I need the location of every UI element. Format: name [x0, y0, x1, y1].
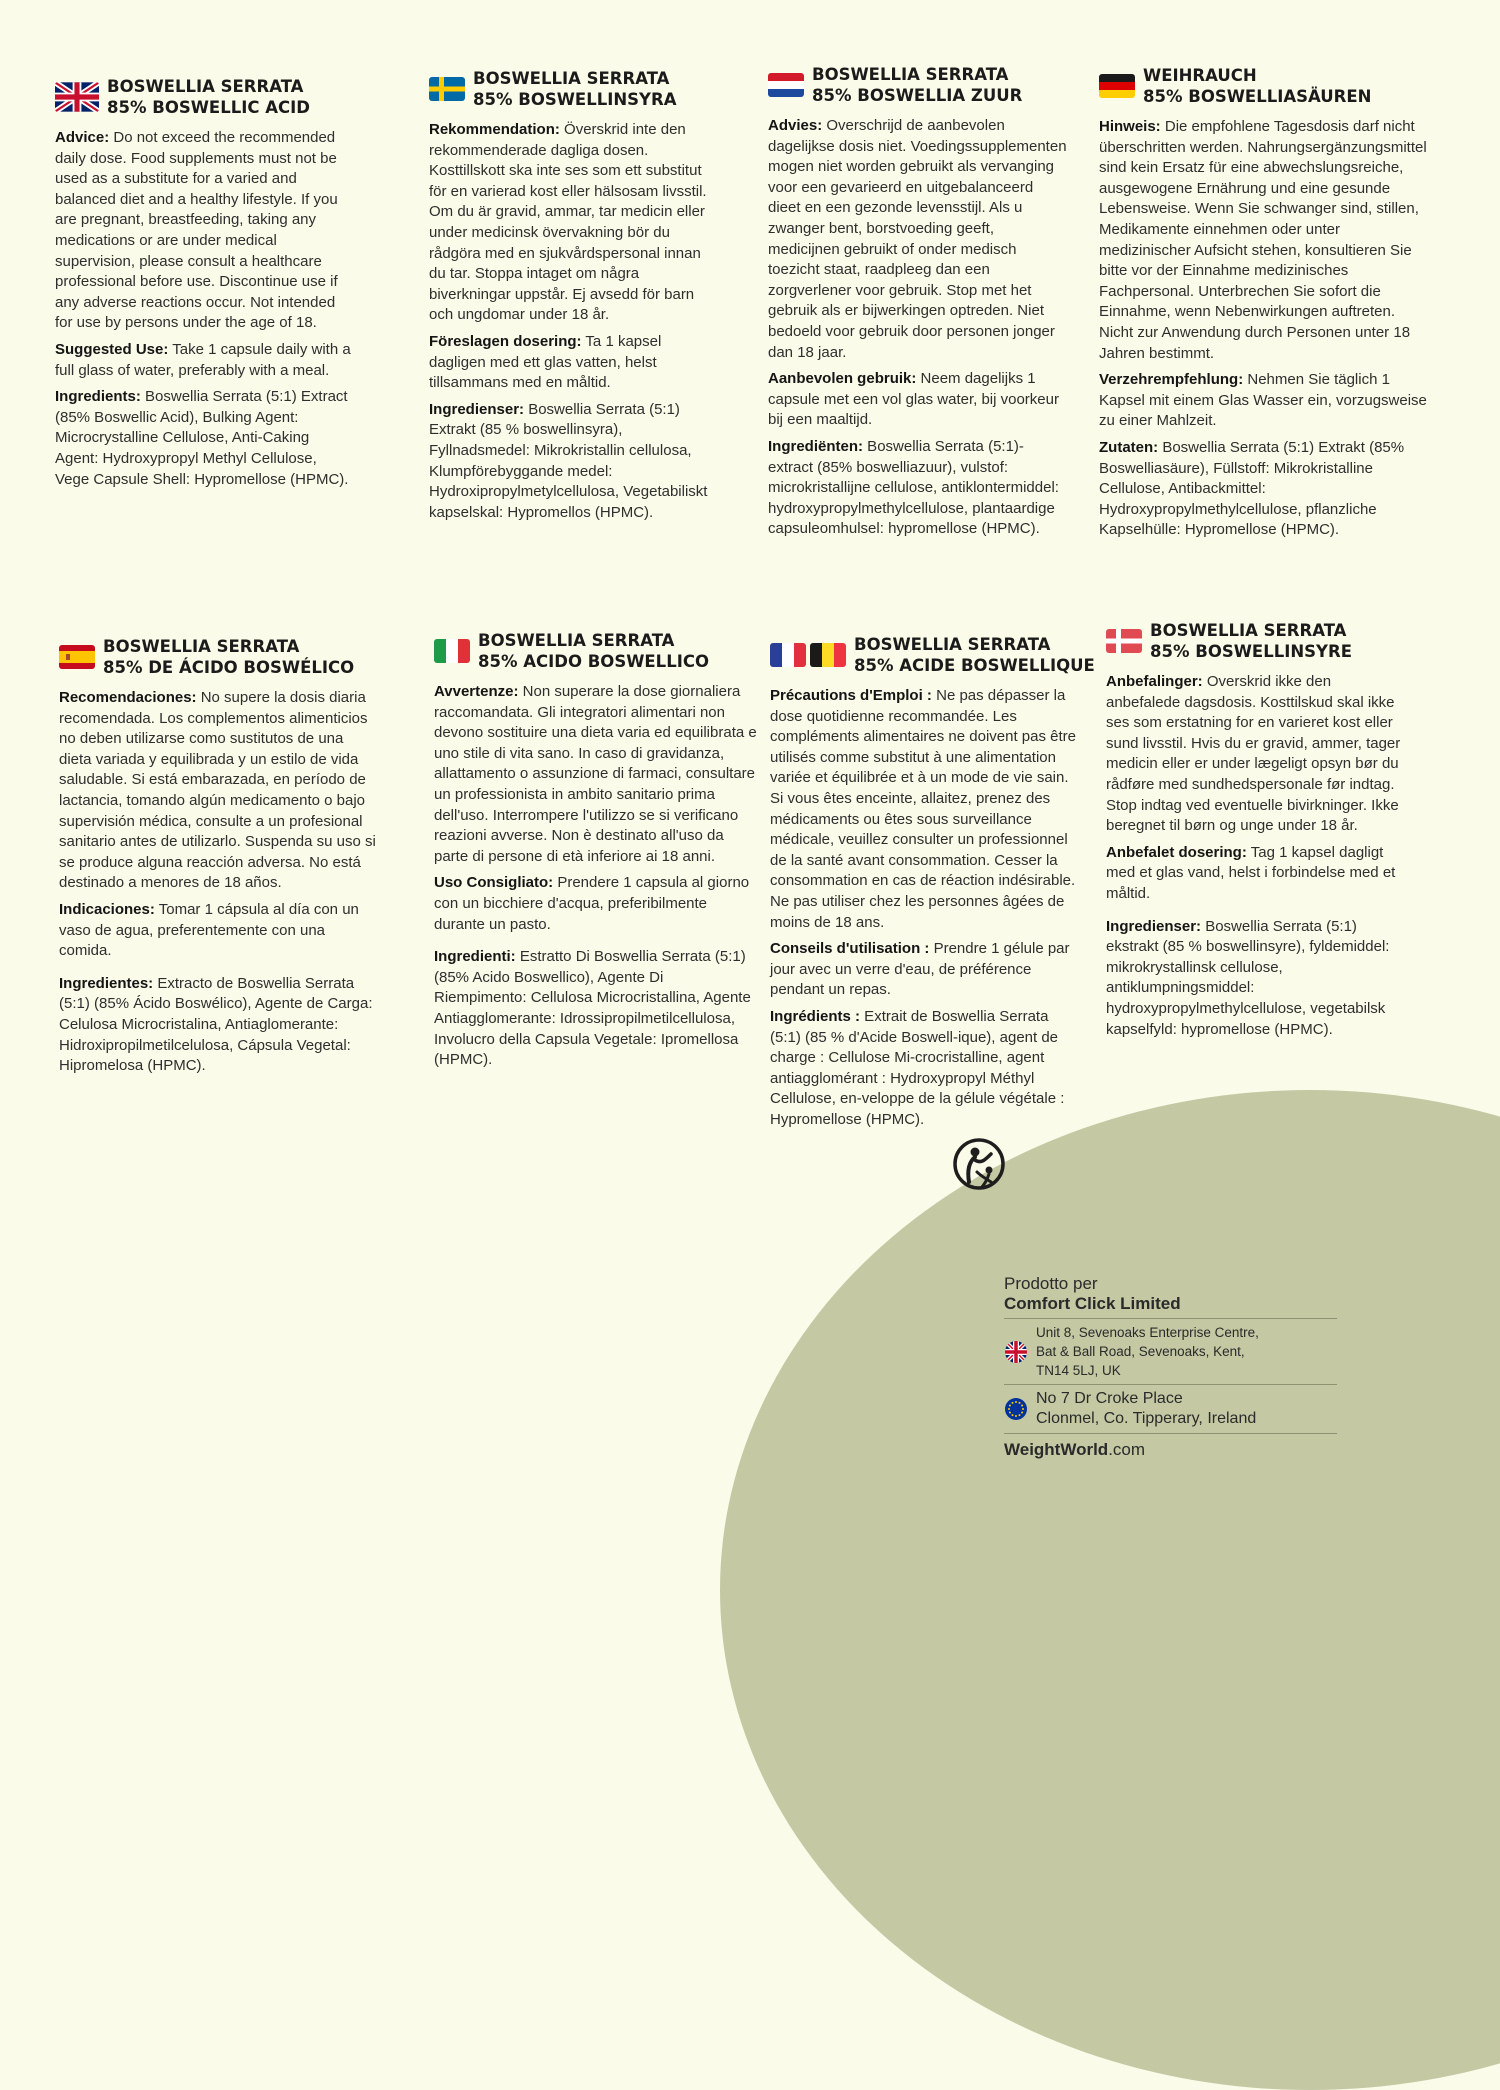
ingredients-text: Boswellia Serrata (5:1) ekstrakt (85 % boswellinsyre), fyldemiddel: mikrokrystallinsk cellulose, antiklumpningsmiddel: hydroxypropylmethylcellulose, vegetabilsk kapselfyld: hypromellose (HPMC). [1106, 917, 1390, 1038]
advice-label: Avvertenze: [434, 683, 519, 700]
usage-paragraph [434, 873, 759, 935]
usage-label: Uso Consigliato: [434, 874, 554, 892]
advice-paragraph [434, 682, 759, 867]
family-logo-icon [951, 1136, 1007, 1192]
usage-paragraph [59, 900, 379, 962]
website-brand [1004, 1440, 1337, 1460]
ingredients-paragraph [1106, 917, 1406, 1041]
usage-text: Nehmen Sie täglich 1 Kapsel mit einem Glas Wasser ein, vorzugsweise zu einer Mahlzeit. [1099, 371, 1427, 430]
denmark-flag-icon [1106, 629, 1142, 653]
eu-address-row [1004, 1385, 1337, 1434]
advice-paragraph [59, 688, 379, 894]
usage-paragraph [770, 939, 1078, 1001]
uk-address-row [1004, 1319, 1337, 1385]
advice-paragraph [429, 120, 719, 326]
france-flag-icon [770, 643, 806, 667]
usage-text: Prendre 1 gélule par jour avec un verre d'eau, de préférence pendant un repas. [770, 940, 1070, 999]
ingredients-paragraph [434, 947, 759, 1071]
advice-text: Överskrid inte den rekommenderade dagliga dosen. Kosttillskott ska inte ses som ett substitut för en varierad kost eller hälsosam livsstil. Om du är gravid, ammar, tar medicin eller under medicinsk övervakning bör du rådgöra med en sjukvårdspersonal innan du tar. Stoppa intaget om några biverkningar uppstår. Ej avsedd för barn och ungdomar under 18 år. [429, 121, 707, 324]
section-es [59, 636, 379, 1083]
usage-label: Anbefalet dosering: [1106, 843, 1247, 861]
section-en [55, 76, 355, 496]
usage-label: Verzehrempfehlung: [1099, 371, 1244, 389]
section-title: BOSWELLIA SERRATA [854, 635, 1051, 654]
section-nl [768, 64, 1068, 546]
advice-paragraph [770, 686, 1078, 933]
uk-flag-icon [1004, 1340, 1028, 1364]
section-subtitle: 85% BOSWELLINSYRE [1150, 642, 1352, 661]
ingredients-label: Ingrédients : [770, 1007, 861, 1025]
uk-flag-icon [55, 82, 99, 112]
usage-text: Ta 1 kapsel dagligen med ett glas vatten, helst tillsammans med en måltid. [429, 332, 662, 392]
netherlands-flag-icon [768, 73, 804, 97]
germany-flag-icon [1099, 74, 1135, 98]
usage-paragraph [768, 369, 1068, 431]
advice-text: Ne pas dépasser la dose quotidienne recommandée. Les compléments alimentaires ne doivent pas être utilisés comme substitut à une alimentation variée et équilibrée et à un mode de vie sain. Si vous êtes enceinte, allaitez, prenez des médicaments ou êtes sous surveillance médicale, veuillez consulter un professionnel de la santé avant consommation. Cesser la consommation en cas de réaction indésirable. Ne pas utiliser chez les personnes âgées de moins de 18 ans. [770, 687, 1076, 931]
section-header [434, 630, 759, 672]
advice-paragraph [1106, 672, 1406, 837]
advice-text: No supere la dosis diaria recomendada. Los complementos alimenticios no deben utilizarse como sustitutos de una dieta variada y equilibrada y un estilo de vida saludable. Si está embarazada, en período de lactancia, tomando algún medicamento o bajo supervisión médica, consulte a un profesional sanitario antes de utilizarlo. Suspenda su uso si se produce alguna reacción adversa. No está destinado a menores de 18 años. [59, 689, 376, 892]
ingredients-label: Ingredienti: [434, 948, 516, 966]
advice-label: Advice: [55, 129, 110, 146]
section-subtitle: 85% DE ÁCIDO BOSWÉLICO [103, 658, 355, 677]
advice-paragraph [768, 116, 1068, 363]
advice-label: Anbefalinger: [1106, 673, 1203, 690]
advice-label: Recomendaciones: [59, 689, 197, 706]
eu-address-line: No 7 Dr Croke Place [1036, 1390, 1183, 1407]
advice-text: Do not exceed the recommended daily dose. Food supplements must not be used as a substitute for a varied and balanced diet and a healthy lifestyle. If you are pregnant, breastfeeding, taking any medications or are under medical supervision, please consult a healthcare professional before use. Discontinue use if any adverse reactions occur. Not intended for use by persons under the age of 18. [55, 129, 338, 332]
ingredients-paragraph [429, 400, 719, 524]
section-de [1099, 65, 1429, 547]
ingredients-paragraph [55, 387, 355, 490]
section-subtitle: 85% BOSWELLIC ACID [107, 98, 310, 117]
ingredients-paragraph [770, 1007, 1078, 1131]
section-subtitle: 85% BOSWELLIA ZUUR [812, 86, 1023, 105]
ingredients-label: Ingredienser: [1106, 917, 1202, 935]
section-sv [429, 68, 719, 529]
section-it [434, 630, 759, 1077]
usage-text: Tomar 1 cápsula al día con un vaso de agua, preferentemente con una comida. [59, 900, 359, 960]
ingredients-text: Extracto de Boswellia Serrata (5:1) (85% Ácido Boswélico), Agente de Carga: Celulosa Microcristalina, Antiaglomerante: Hidroxipropilmetilcelulosa, Cápsula Vegetal: Hipromelosa (HPMC). [59, 974, 373, 1075]
advice-label: Rekommendation: [429, 121, 560, 138]
usage-text: Prendere 1 capsula al giorno con un bicchiere d'acqua, preferibilmente durante un pasto. [434, 874, 750, 933]
usage-paragraph [1099, 370, 1429, 432]
section-da [1106, 620, 1406, 1046]
usage-label: Conseils d'utilisation : [770, 940, 930, 958]
usage-paragraph [429, 332, 719, 394]
uk-address-line: TN14 5LJ, UK [1036, 1363, 1121, 1378]
address-block [1004, 1274, 1337, 1460]
ingredients-text: Boswellia Serrata (5:1) Extrakt (85 % boswellinsyra), Fyllnadsmedel: Mikrokristallin cellulosa, Klumpförebyggande medel: Hydroxipropylmetylcellulosa, Vegetabiliskt kapselskal: Hypromellos (HPMC). [429, 400, 708, 521]
section-title: BOSWELLIA SERRATA [103, 637, 300, 656]
ingredients-text: Boswellia Serrata (5:1) Extract (85% Boswellic Acid), Bulking Agent: Microcrystalline Cellulose, Anti-Caking Agent: Hydroxypropyl Methyl Cellulose, Vege Capsule Shell: Hypromellose (HPMC). [55, 388, 349, 488]
usage-text: Take 1 capsule daily with a full glass of water, preferably with a meal. [55, 340, 351, 379]
usage-label: Föreslagen dosering: [429, 332, 582, 350]
usage-paragraph [55, 340, 355, 381]
section-header [1106, 620, 1406, 662]
made-for-label: Prodotto per [1004, 1274, 1098, 1293]
section-header [768, 64, 1068, 106]
usage-text: Tag 1 kapsel dagligt med et glas vand, helst i forbindelse med et måltid. [1106, 843, 1396, 902]
ingredients-label: Zutaten: [1099, 438, 1159, 456]
section-subtitle: 85% ACIDO BOSWELLICO [478, 652, 709, 671]
ingredients-text: Boswellia Serrata (5:1)-extract (85% boswelliazuur), vulstof: microkristallijne cellulose, antiklontermiddel: hydroxypropylmethylcellulose, plantaardige capsuleomhulsel: hypromellose (HPMC). [768, 437, 1059, 538]
section-subtitle: 85% BOSWELLINSYRA [473, 90, 677, 109]
belgium-flag-icon [810, 643, 846, 667]
company-name: Comfort Click Limited [1004, 1294, 1337, 1319]
brand-tld: .com [1108, 1440, 1146, 1459]
section-subtitle: 85% BOSWELLIASÄUREN [1143, 87, 1372, 106]
advice-text: Overschrijd de aanbevolen dagelijkse dosis niet. Voedingssupplementen mogen niet worden gebruikt als vervanging voor een gevarieerd en uitgebalanceerd dieet en een gezonde levensstijl. Als u zwanger bent, borstvoeding geeft, medicijnen gebruikt of onder medisch toezicht staat, raadpleeg dan een zorgverlener voor gebruik. Stop met het gebruik als er bijwerkingen optreden. Niet bedoeld voor gebruik door personen jonger dan 18 jaar. [768, 117, 1067, 361]
section-header [55, 76, 355, 118]
spain-flag-icon [59, 645, 95, 669]
section-title: BOSWELLIA SERRATA [107, 77, 304, 96]
advice-paragraph [55, 128, 355, 334]
usage-label: Indicaciones: [59, 900, 155, 918]
section-header [770, 634, 1095, 676]
section-title: BOSWELLIA SERRATA [473, 69, 670, 88]
ingredients-label: Ingrediënten: [768, 437, 864, 455]
section-header [429, 68, 719, 110]
section-header [1099, 65, 1429, 107]
italy-flag-icon [434, 639, 470, 663]
advice-text: Overskrid ikke den anbefalede dagsdosis. Kosttilskud skal ikke ses som erstatning for en varieret kost eller sund livsstil. Hvis du er gravid, ammer, tager medicin eller er under lægeligt opsyn bør du rådføre med sundhedspersonale før indtag. Stop indtag ved eventuelle bivirkninger. Ikke beregnet til børn og unge under 18 år. [1106, 673, 1401, 835]
section-title: WEIHRAUCH [1143, 66, 1257, 85]
ingredients-label: Ingredients: [55, 388, 141, 406]
decorative-blob [720, 1090, 1500, 2090]
section-title: BOSWELLIA SERRATA [812, 65, 1009, 84]
section-title: BOSWELLIA SERRATA [1150, 621, 1347, 640]
advice-text: Non superare la dose giornaliera raccomandata. Gli integratori alimentari non devono sostituire una dieta varia ed equilibrata e uno stile di vita sano. In caso di gravidanza, allattamento o assunzione di farmaci, consultare un professionista in ambito sanitario prima dell'uso. Interrompere l'utilizzo se si verificano reazioni avverse. Non è destinato all'uso da parte di persone di età inferiore ai 18 anni. [434, 683, 757, 865]
ingredients-paragraph [59, 974, 379, 1077]
usage-paragraph [1106, 843, 1406, 905]
ingredients-label: Ingredienser: [429, 400, 525, 418]
uk-address-line: Bat & Ball Road, Sevenoaks, Kent, [1036, 1344, 1245, 1359]
section-title: BOSWELLIA SERRATA [478, 631, 675, 650]
ingredients-text: Extrait de Boswellia Serrata (5:1) (85 % d'Acide Boswell-ique), agent de charge : Cellulose Mi-crocristalline, agent antiagglomérant : Hydroxypropyl Méthyl Cellulose, en-veloppe de la gélule végétale : Hypromellose (HPMC). [770, 1007, 1065, 1128]
advice-paragraph [1099, 117, 1429, 364]
ingredients-text: Estratto Di Boswellia Serrata (5:1) (85% Acido Boswellico), Agente Di Riempimento: Cellulosa Microcristallina, Agente Antiagglomerante: Idrossipropilmetilcellulosa, Involucro della Capsula Vegetale: Ipromellosa (HPMC). [434, 948, 751, 1069]
eu-flag-icon [1004, 1397, 1028, 1421]
section-subtitle: 85% ACIDE BOSWELLIQUE [854, 656, 1095, 675]
section-fr [770, 634, 1095, 1136]
advice-label: Précautions d'Emploi : [770, 687, 932, 704]
ingredients-label: Ingredientes: [59, 974, 154, 992]
brand-name: WeightWorld [1004, 1440, 1109, 1459]
ingredients-paragraph [768, 437, 1068, 540]
sweden-flag-icon [429, 77, 465, 101]
advice-label: Advies: [768, 117, 823, 134]
ingredients-text: Boswellia Serrata (5:1) Extrakt (85% Boswelliasäure), Füllstoff: Mikrokristalline Cellulose, Antibackmittel: Hydroxypropylmethylcellulose, pflanzliche Kapselhülle: Hypromellose (HPMC). [1099, 438, 1405, 539]
usage-text: Neem dagelijks 1 capsule met een vol glas water, bij voorkeur bij een maaltijd. [768, 370, 1059, 429]
section-header [59, 636, 379, 678]
eu-address-line: Clonmel, Co. Tipperary, Ireland [1036, 1410, 1257, 1427]
uk-address-line: Unit 8, Sevenoaks Enterprise Centre, [1036, 1325, 1259, 1340]
advice-label: Hinweis: [1099, 118, 1161, 135]
advice-text: Die empfohlene Tagesdosis darf nicht überschritten werden. Nahrungsergänzungsmittel sind kein Ersatz für eine abwechslungsreiche, ausgewogene Ernährung und eine gesunde Lebensweise. Wenn Sie schwanger sind, stillen, Medikamente einnehmen oder unter medizinischer Aufsicht stehen, konsultieren Sie bitte vor der Einnahme medizinisches Fachpersonal. Unterbrechen Sie sofort die Einnahme, wenn Nebenwirkungen auftreten. Nicht zur Anwendung durch Personen unter 18 Jahren bestimmt. [1099, 118, 1427, 362]
usage-label: Suggested Use: [55, 340, 169, 358]
usage-label: Aanbevolen gebruik: [768, 370, 917, 388]
ingredients-paragraph [1099, 438, 1429, 541]
